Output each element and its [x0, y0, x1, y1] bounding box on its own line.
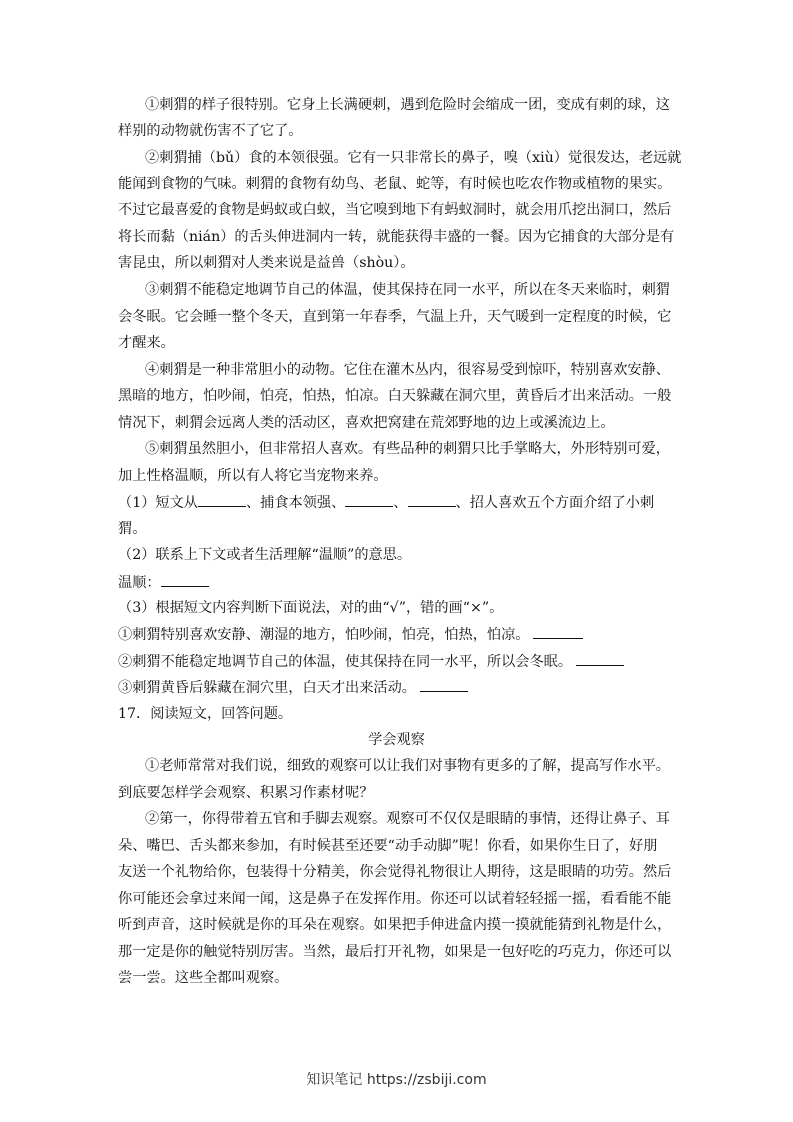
paragraph-3-line-2: 会冬眠。它会睡一整个冬天，直到第一年春季，气温上升，天气暖到一定程度的时候，它 — [118, 309, 672, 325]
answer-blank-wenshun[interactable] — [161, 572, 209, 587]
question-1-text-d: 、招人喜欢五个方面介绍了小刺 — [455, 495, 655, 511]
paragraph-3-line-1: ③刺猬不能稳定地调节自己的体温，使其保持在同一水平，所以在冬天来临时，刺猬 — [145, 282, 670, 298]
paragraph-1-line-1: ①刺猬的样子很特别。它身上长满硬刺，遇到危险时会缩成一团，变成有刺的球，这 — [145, 97, 670, 113]
statement-3-blank[interactable] — [420, 677, 468, 692]
paragraph-2-line-4: 将长而黏（nián）的舌头伸进洞内一转，就能获得丰盛的一餐。因为它捕食的大部分是有 — [118, 229, 675, 245]
paragraph-4-line-3: 情况下，刺猬会远离人类的活动区，喜欢把窝建在荒郊野地的边上或溪流边上。 — [118, 415, 615, 431]
article-2-paragraph-1-line-2: 到底要怎样学会观察、积累习作素材呢？ — [118, 785, 374, 801]
article-title: 学会观察 — [368, 732, 425, 748]
statement-1: ①刺猬特别喜欢安静、潮湿的地方，怕吵闹，怕亮，怕热，怕凉。 — [118, 627, 530, 643]
article-2-paragraph-2-line-3: 友送一个礼物给你，包装得十分精美，你会觉得礼物很让人期待，这是眼睛的功劳。然后 — [118, 864, 672, 880]
article-2-paragraph-2-line-7: 尝一尝。这些全都叫观察。 — [118, 970, 289, 986]
paragraph-4-line-2: 黑暗的地方，怕吵闹，怕亮，怕热，怕凉。白天躲藏在洞穴里，黄昏后才出来活动。一般 — [118, 388, 672, 404]
question-2-answer-row — [118, 572, 209, 593]
statement-3: ③刺猬黄昏后躲藏在洞穴里，白天才出来活动。 — [118, 680, 416, 696]
paragraph-2-line-3: 不过它最喜爱的食物是蚂蚁或白蚁，当它嗅到地下有蚂蚁洞时，就会用爪挖出洞口，然后 — [118, 202, 672, 218]
statement-2-blank[interactable] — [576, 651, 624, 666]
answer-blank-2[interactable] — [345, 492, 393, 507]
statement-2-row — [118, 651, 624, 672]
article-2-paragraph-2-line-1: ②第一，你得带着五官和手脚去观察。观察可不仅仅是眼睛的事情，还得让鼻子、耳 — [145, 811, 670, 827]
statement-2: ②刺猬不能稳定地调节自己的体温，使其保持在同一水平，所以会冬眠。 — [118, 654, 573, 670]
question-3: （3）根据短文内容判断下面说法，对的曲“√”，错的画“×”。 — [118, 600, 504, 616]
paragraph-2-line-5: 害昆虫，所以刺猬对人类来说是益兽（shòu）。 — [118, 255, 415, 271]
question-1-text-c: 、 — [393, 495, 408, 511]
question-1-text-b: 、捕食本领强、 — [245, 495, 346, 511]
paragraph-2-line-1: ②刺猬捕（bǔ）食的本领很强。它有一只非常长的鼻子，嗅（xiù）觉很发达，老远就 — [145, 150, 682, 166]
question-17-heading: 17．阅读短文，回答问题。 — [118, 706, 293, 722]
article-2-paragraph-2-line-5: 听到声音，这时候就是你的耳朵在观察。如果把手伸进盒内摸一摸就能猜到礼物是什么， — [118, 917, 672, 933]
paragraph-4-line-1: ④刺猬是一种非常胆小的动物。它住在灌木丛内，很容易受到惊吓，特别喜欢安静、 — [145, 362, 670, 378]
article-2-paragraph-2-line-6: 那一定是你的触觉特别厉害。当然，最后打开礼物，如果是一包好吃的巧克力，你还可以 — [118, 944, 672, 960]
answer-blank-1[interactable] — [198, 492, 246, 507]
paragraph-2-line-2: 能闻到食物的气味。刺猬的食物有幼鸟、老鼠、蛇等，有时候也吃农作物或植物的果实。 — [118, 176, 672, 192]
statement-1-row — [118, 624, 583, 645]
statement-3-row — [118, 677, 468, 698]
question-1 — [118, 492, 654, 513]
question-2: （2）联系上下文或者生活理解“温顺”的意思。 — [118, 547, 412, 563]
question-1-line-2: 猬。 — [118, 521, 147, 537]
article-2-paragraph-1-line-1: ①老师常常对我们说，细致的观察可以让我们对事物有更多的了解，提高写作水平。 — [145, 758, 670, 774]
paragraph-3-line-3: 才醒来。 — [118, 335, 175, 351]
paragraph-5-line-2: 加上性格温顺，所以有人将它当宠物来养。 — [118, 468, 388, 484]
footer-watermark: 知识笔记 https://zsbiji.com — [306, 1072, 487, 1088]
answer-blank-3[interactable] — [408, 492, 456, 507]
question-2-answer-label: 温顺： — [118, 575, 161, 591]
paragraph-5-line-1: ⑤刺猬虽然胆小，但非常招人喜欢。有些品种的刺猬只比手掌略大，外形特别可爱， — [145, 441, 670, 457]
statement-1-blank[interactable] — [533, 624, 583, 639]
question-1-text-a: （1）短文从 — [118, 495, 198, 511]
article-2-paragraph-2-line-2: 朵、嘴巴、舌头都来参加，有时候甚至还要“动手动脚”呢！你看，如果你生日了，好朋 — [118, 838, 658, 854]
article-2-paragraph-2-line-4: 你可能还会拿过来闻一闻，这是鼻子在发挥作用。你还可以试着轻轻摇一摇，看看能不能 — [118, 891, 672, 907]
paragraph-1-line-2: 样别的动物就伤害不了它了。 — [118, 123, 303, 139]
